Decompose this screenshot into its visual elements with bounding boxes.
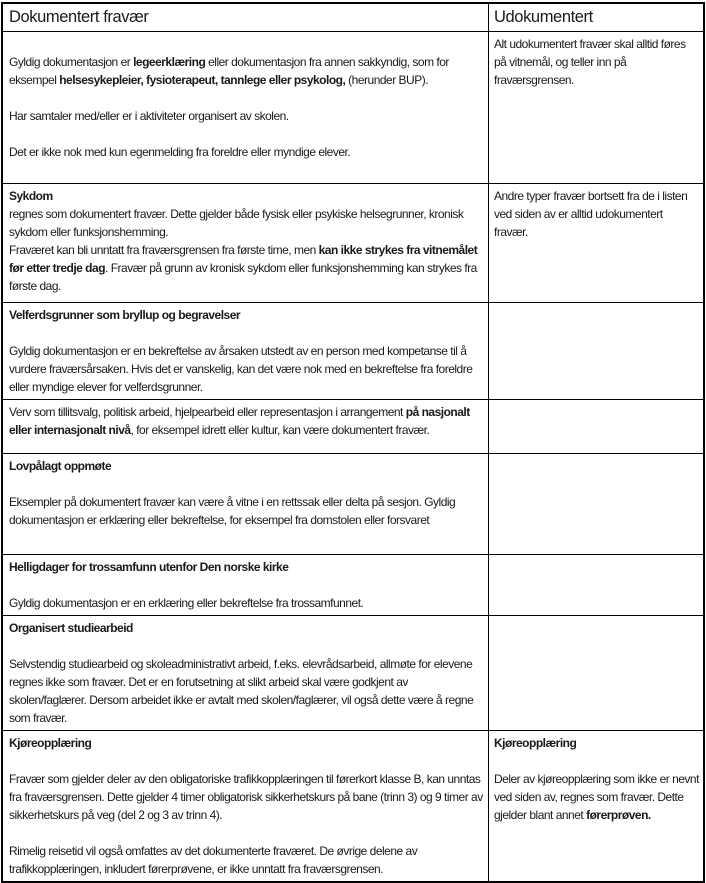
bold-text-run: Kjøreopplæring [494, 736, 577, 750]
cell-paragraph [9, 35, 485, 53]
undocumented-cell [488, 32, 703, 183]
cell-paragraph [494, 187, 699, 241]
cell-paragraph [9, 125, 485, 143]
column-header-udokumentert: Udokumentert [488, 4, 703, 31]
cell-paragraph [494, 35, 699, 89]
cell-paragraph [9, 576, 485, 594]
bold-text-run: Kjøreopplæring [9, 736, 92, 750]
cell-paragraph [9, 342, 485, 396]
text-run: regnes som dokumentert fravær. Dette gjelder både fysisk eller psykiske helsegrunner, kronisk sykdom eller funksjonshemming. [9, 207, 464, 239]
table-body [3, 31, 703, 881]
undocumented-cell [488, 731, 703, 881]
undocumented-cell [488, 400, 703, 453]
bold-text-run: Helligdager for trossamfunn utenfor Den norske kirke [9, 560, 289, 574]
documented-cell [3, 616, 488, 730]
cell-paragraph [9, 734, 485, 752]
table-row [3, 730, 703, 881]
cell-paragraph [9, 558, 485, 576]
documented-cell [3, 400, 488, 453]
documented-cell [3, 454, 488, 554]
cell-paragraph [9, 187, 485, 205]
bold-text-run: legeerklæring [133, 55, 206, 69]
documented-cell [3, 303, 488, 399]
table-row [3, 183, 703, 302]
cell-paragraph [9, 637, 485, 655]
documented-cell [3, 184, 488, 302]
documented-cell [3, 555, 488, 615]
cell-paragraph [9, 143, 485, 161]
text-run: , for eksempel idrett eller kultur, kan være dokumentert fravær. [130, 423, 430, 437]
cell-paragraph [9, 241, 485, 295]
table-row [3, 31, 703, 183]
bold-text-run: kan ikke strykes fra vitnemålet før etter tredje dag [9, 243, 478, 275]
text-run: Selvstendig studiearbeid og skoleadministrativt arbeid, f.eks. elevrådsarbeid, allmøte for elevene regnes ikke som fravær. Det er en forutsetning at slikt arbeid skal være godkjent av skolen/faglærer. Dersom arbeidet ikke er avtalt med skolen/faglærer, vil også dette være å regne som fravær. [9, 657, 474, 725]
cell-paragraph [9, 824, 485, 842]
text-run: Fravær som gjelder deler av den obligatoriske trafikkopplæringen til førerkort klasse B, kan unntas fra fraværsgrensen. Dette gjelder 4 timer obligatorisk sikkerhetskurs på bane (trinn 3) og 9 timer av sikkerhetskurs på veg (del 2 og 3 av trinn 4). [9, 772, 483, 822]
documented-cell [3, 32, 488, 183]
text-run: Gyldig dokumentasjon er en bekreftelse av årsaken utstedt av en person med kompetanse til å vurdere fraværsårsaken. Hvis det er vanskelig, kan det være nok med en bekreftelse fra foreldre eller myndige elever for velferdsgrunner. [9, 344, 473, 394]
bold-text-run: Velferdsgrunner som bryllup og begravelser [9, 308, 241, 322]
text-run: Verv som tillitsvalg, politisk arbeid, hjelpearbeid eller representasjon i arrangement [9, 405, 406, 419]
cell-paragraph [9, 403, 485, 439]
absence-rules-table [1, 2, 705, 883]
text-run: (herunder BUP). [345, 73, 429, 87]
undocumented-cell [488, 616, 703, 730]
bold-text-run: Lovpålagt oppmøte [9, 459, 112, 473]
cell-paragraph [9, 475, 485, 493]
text-run: Alt udokumentert fravær skal alltid føres på vitnemål, og teller inn på fraværsgrensen. [494, 37, 686, 87]
table-header-row [3, 4, 703, 31]
bold-text-run: Sykdom [9, 189, 53, 203]
text-run: . Fravær på grunn av kronisk sykdom eller funksjonshemming kan strykes fra første dag. [9, 261, 477, 293]
cell-paragraph [9, 205, 485, 241]
cell-paragraph [9, 842, 485, 878]
cell-paragraph [494, 752, 699, 770]
cell-paragraph [494, 770, 699, 824]
cell-paragraph [9, 770, 485, 824]
text-run: Rimelig reisetid vil også omfattes av det dokumenterte fraværet. De øvrige delene av trafikkopplæringen, inkludert førerprøvene, er ikke unntatt fra fraværsgrensen. [9, 844, 418, 876]
undocumented-cell [488, 184, 703, 302]
undocumented-cell [488, 555, 703, 615]
cell-paragraph [9, 619, 485, 637]
cell-paragraph [9, 655, 485, 727]
text-run: Deler av kjøreopplæring som ikke er nevnt ved siden av, regnes som fravær. Dette gjelder blant annet [494, 772, 699, 822]
cell-paragraph [9, 324, 485, 342]
table-row [3, 615, 703, 730]
text-run: Fraværet kan bli unntatt fra fraværsgrensen fra første time, men [9, 243, 319, 257]
cell-paragraph [9, 457, 485, 475]
table-row [3, 399, 703, 453]
table-row [3, 302, 703, 399]
cell-paragraph [9, 107, 485, 125]
text-run: Gyldig dokumentasjon er en erklæring eller bekreftelse fra trossamfunnet. [9, 596, 364, 610]
cell-paragraph [9, 53, 485, 89]
text-run: Har samtaler med/eller er i aktiviteter organisert av skolen. [9, 109, 289, 123]
text-run: Gyldig dokumentasjon er [9, 55, 134, 69]
undocumented-cell [488, 454, 703, 554]
undocumented-cell [488, 303, 703, 399]
documented-cell [3, 731, 488, 881]
bold-text-run: helsesykepleier, fysioterapeut, tannlege eller psykolog, [59, 73, 346, 87]
bold-text-run: på nasjonalt eller internasjonalt nivå [9, 405, 470, 437]
cell-paragraph [9, 306, 485, 324]
text-run: Det er ikke nok med kun egenmelding fra foreldre eller myndige elever. [9, 145, 351, 159]
text-run: Eksempler på dokumentert fravær kan være å vitne i en rettssak eller delta på sesjon. Gyldig dokumentasjon er erklæring eller bekreftelse, for eksempel fra domstolen eller forsvaret [9, 495, 456, 527]
bold-text-run: Organisert studiearbeid [9, 621, 133, 635]
text-run: Andre typer fravær bortsett fra de i listen ved siden av er alltid udokumentert fravær. [494, 189, 688, 239]
table-row [3, 453, 703, 554]
bold-text-run: førerprøven. [586, 808, 651, 822]
cell-paragraph [494, 734, 699, 752]
table-row [3, 554, 703, 615]
text-run: eller dokumentasjon fra annen sakkyndig, som for eksempel [9, 55, 449, 87]
column-header-dokumentert: Dokumentert fravær [9, 8, 149, 26]
cell-paragraph [9, 493, 485, 529]
cell-paragraph [9, 752, 485, 770]
cell-paragraph [9, 594, 485, 612]
cell-paragraph [9, 89, 485, 107]
